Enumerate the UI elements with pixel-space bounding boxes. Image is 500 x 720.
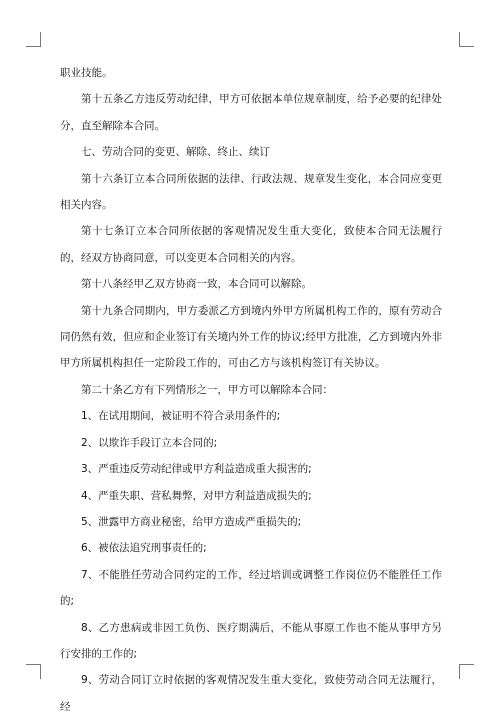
crop-mark-top-left: [26, 32, 41, 47]
paragraph: 第二十条乙方有下列情形之一，甲方可以解除本合同：: [81, 383, 333, 396]
list-item: 3、严重违反劳动纪律或甲方利益造成重大损害的;: [81, 463, 312, 476]
crop-mark-top-right: [459, 32, 474, 47]
crop-mark-bottom-right: [459, 664, 474, 679]
paragraph: 第十九条合同期内，甲方委派乙方到境内外甲方所属机构工作的，原有劳动合同仍然有效，但应和企业签订有关境内外工作的协议;经甲方批准，乙方到境内外非甲方所属机构担任一定阶段工作的，可由乙方与该机构签订有关协议。: [60, 304, 442, 370]
paragraph: 职业技能。: [60, 67, 113, 79]
list-item: 9、劳动合同订立时依据的客观情况发生重大变化，致使劳动合同无法履行，经: [60, 674, 442, 713]
paragraph: 第十六条订立本合同所依据的法律、行政法规、规章发生变化，本合同应变更相关内容。: [60, 172, 442, 212]
list-item: 1、在试用期间，被证明不符合录用条件的;: [81, 410, 281, 423]
list-item: 6、被依法追究刑事责任的;: [81, 542, 207, 555]
list-item: 5、泄露甲方商业秘密，给甲方造成严重损失的;: [81, 515, 302, 528]
crop-mark-bottom-left: [26, 664, 41, 679]
paragraph: 第十八条经甲乙双方协商一致，本合同可以解除。: [81, 278, 312, 291]
list-item: 4、严重失职、营私舞弊，对甲方利益造成损失的;: [81, 489, 312, 502]
paragraph: 第十七条订立本合同所依据的客观情况发生重大变化，致使本合同无法履行的，经双方协商同意，可以变更本合同相关的内容。: [60, 225, 442, 264]
list-item: 7、不能胜任劳动合同约定的工作，经过培训或调整工作岗位仍不能胜任工作的;: [60, 568, 442, 608]
section-heading: 七、劳动合同的变更、解除、终止、续订: [81, 146, 270, 159]
list-item: 8、乙方患病或非因工负伤、医疗期满后，不能从事原工作也不能从事甲方另行安排的工作的;: [60, 621, 442, 660]
document-body: [60, 60, 442, 720]
paragraph: 第十五条乙方违反劳动纪律，甲方可依据本单位规章制度，给予必要的纪律处分，直至解除本合同。: [60, 93, 442, 132]
list-item: 2、以欺诈手段订立本合同的;: [81, 436, 218, 449]
